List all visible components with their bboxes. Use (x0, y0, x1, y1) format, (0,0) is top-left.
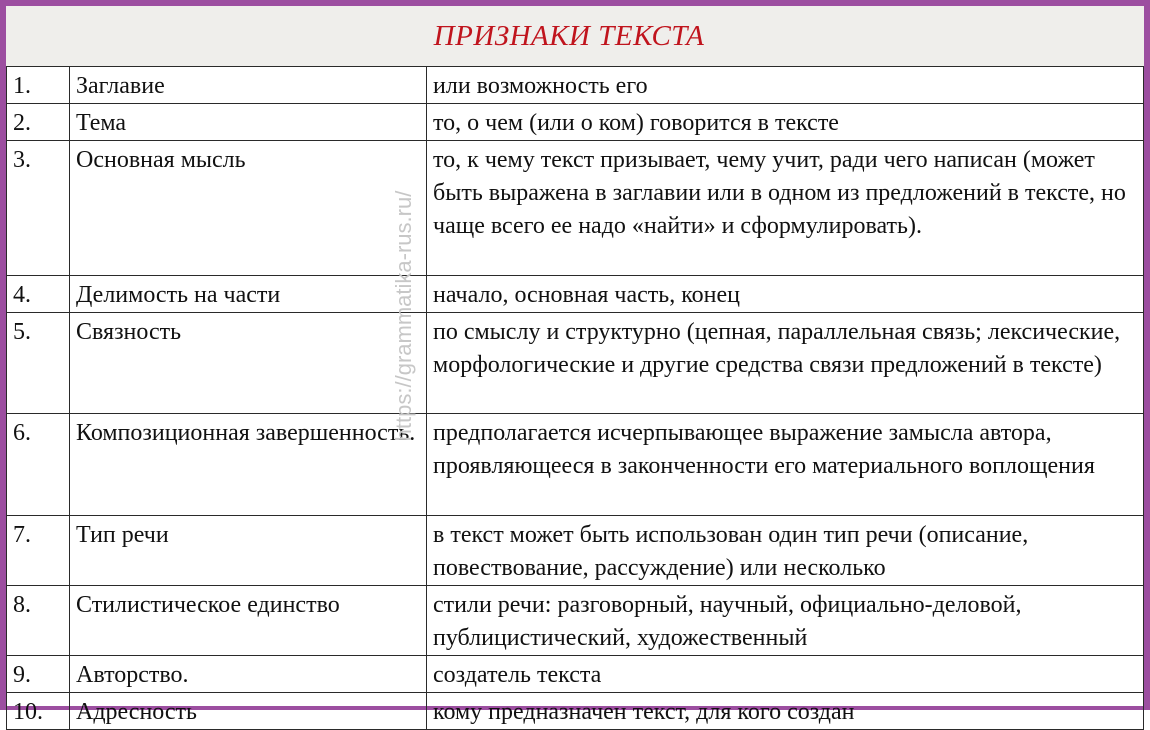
table-row (7, 141, 1144, 276)
row-number: 1. (7, 67, 70, 104)
title-bar (6, 6, 1144, 66)
feature-description: то, о чем (или о ком) говорится в тексте (427, 104, 1144, 141)
feature-description: по смыслу и структурно (цепная, параллельная связь; лексические, морфологические и другие средства связи предложений в тексте) (427, 313, 1144, 414)
table-row (7, 586, 1144, 656)
feature-description: кому предназначен текст, для кого создан (427, 693, 1144, 730)
row-number: 10. (7, 693, 70, 730)
feature-description: создатель текста (427, 656, 1144, 693)
table-row (7, 104, 1144, 141)
feature-name: Авторство. (70, 656, 427, 693)
feature-description: то, к чему текст призывает, чему учит, ради чего написан (может быть выражена в заглавии или в одном из предложений в тексте, но чаще всего ее надо «найти» и сформулировать). (427, 141, 1144, 276)
feature-name: Тип речи (70, 516, 427, 586)
row-number: 5. (7, 313, 70, 414)
table-row (7, 414, 1144, 516)
table-row (7, 693, 1144, 730)
table-row (7, 313, 1144, 414)
row-number: 6. (7, 414, 70, 516)
feature-name: Тема (70, 104, 427, 141)
row-number: 3. (7, 141, 70, 276)
feature-description: или возможность его (427, 67, 1144, 104)
watermark-text: https://grammatika-rus.ru/ (391, 190, 416, 442)
feature-description: стили речи: разговорный, научный, официально-деловой, публицистический, художественный (427, 586, 1144, 656)
feature-description: предполагается исчерпывающее выражение замысла автора, проявляющееся в законченности его материального воплощения (427, 414, 1144, 516)
feature-name: Связность (70, 313, 427, 414)
row-number: 2. (7, 104, 70, 141)
row-number: 8. (7, 586, 70, 656)
feature-name: Основная мысль (70, 141, 427, 276)
feature-name: Адресность (70, 693, 427, 730)
page-title: ПРИЗНАКИ ТЕКСТА (433, 19, 705, 52)
feature-description: в текст может быть использован один тип речи (описание, повествование, рассуждение) или несколько (427, 516, 1144, 586)
table-body (7, 67, 1144, 730)
row-number: 4. (7, 276, 70, 313)
feature-name: Стилистическое единство (70, 586, 427, 656)
row-number: 9. (7, 656, 70, 693)
table-row (7, 656, 1144, 693)
feature-name: Делимость на части (70, 276, 427, 313)
features-table (6, 66, 1144, 730)
feature-name: Композиционная завершенность. (70, 414, 427, 516)
table-row (7, 516, 1144, 586)
table-row (7, 276, 1144, 313)
table-row (7, 67, 1144, 104)
row-number: 7. (7, 516, 70, 586)
feature-description: начало, основная часть, конец (427, 276, 1144, 313)
feature-name: Заглавие (70, 67, 427, 104)
